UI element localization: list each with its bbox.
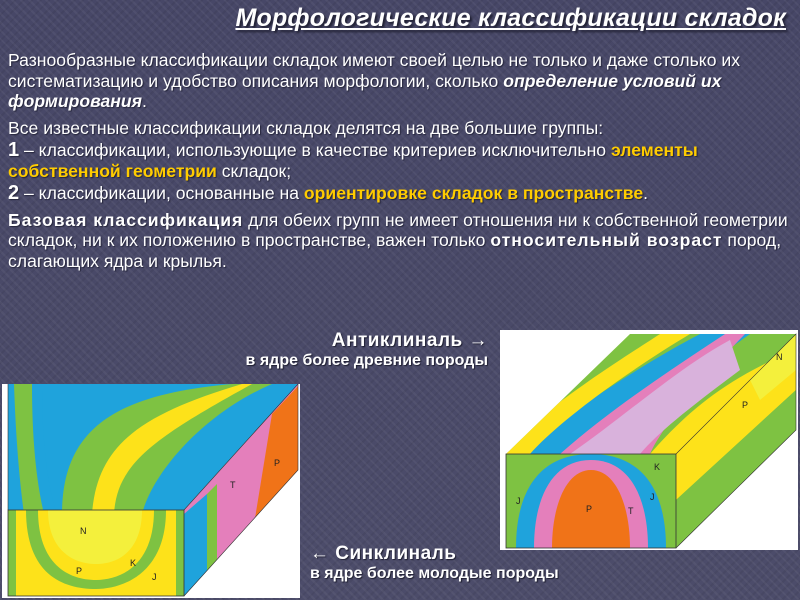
paragraph-base-classification bbox=[8, 210, 793, 272]
syncline-caption-title: ← Синклиналь bbox=[310, 543, 457, 564]
anticline-label-p-core: P bbox=[586, 504, 593, 514]
paragraph-purpose-end: . bbox=[142, 91, 147, 111]
anticline-label-j-left: J bbox=[516, 496, 521, 506]
syncline-side-layer-k bbox=[207, 484, 217, 574]
syncline-label-t: T bbox=[230, 480, 236, 490]
group-1-number: 1 bbox=[8, 139, 20, 161]
base-classification-text: для обеих групп не имеет отношения ни к собственной геометрии складок, ни к их положению в пространстве, важен только bbox=[8, 209, 788, 250]
anticline-block-diagram bbox=[500, 330, 798, 550]
syncline-label-j: J bbox=[152, 572, 157, 582]
paragraph-purpose bbox=[8, 50, 793, 112]
paragraph-group-1 bbox=[8, 140, 793, 181]
group-2-number: 2 bbox=[8, 182, 20, 204]
anticline-caption-title: Антиклиналь → bbox=[331, 330, 488, 351]
anticline-caption-subtitle: в ядре более древние породы bbox=[245, 352, 488, 369]
group-2-end: . bbox=[643, 183, 649, 203]
syncline-label-k: K bbox=[130, 558, 137, 568]
paragraph-purpose-emphasis: определение условий их формирования bbox=[8, 70, 722, 111]
group-1-highlight: элементы собственной геометрии bbox=[8, 140, 698, 181]
group-1-end: складок; bbox=[216, 160, 292, 181]
syncline-label-p-right: P bbox=[274, 458, 281, 468]
page-title: Морфологические классификации складок bbox=[235, 4, 786, 32]
paragraph-purpose-text: Разнообразные классификации складок имеют своей целью не только и даже столько их систематизацию и удобство описания морфологии, сколько bbox=[8, 50, 741, 91]
syncline-label-p-core: Р bbox=[76, 566, 83, 576]
main-text bbox=[8, 50, 793, 277]
anticline-caption bbox=[246, 330, 488, 370]
anticline-label-k: K bbox=[654, 462, 661, 472]
paragraph-group-2 bbox=[8, 183, 793, 204]
anticline-label-t: T bbox=[628, 506, 634, 516]
syncline-label-n: N bbox=[80, 526, 87, 536]
anticline-label-p-right: Р bbox=[742, 400, 749, 410]
group-1-text: – классификации, использующие в качестве критериев исключительно bbox=[19, 140, 611, 160]
group-2-text: – классификации, основанные на bbox=[19, 183, 304, 203]
base-classification-term: Базовая классификация bbox=[8, 209, 244, 230]
anticline-label-n: N bbox=[776, 352, 783, 362]
anticline-label-j-right: J bbox=[650, 492, 655, 502]
syncline-caption-subtitle: в ядре более молодые породы bbox=[310, 565, 559, 582]
syncline-block-diagram bbox=[2, 384, 300, 598]
relative-age-term: относительный возраст bbox=[490, 230, 723, 250]
group-2-highlight: ориентировке складок в пространстве bbox=[303, 183, 644, 203]
paragraph-groups: Все известные классификации складок делятся на две большие группы: bbox=[8, 117, 604, 138]
base-classification-end: пород, слагающих ядра и крылья. bbox=[8, 230, 782, 271]
